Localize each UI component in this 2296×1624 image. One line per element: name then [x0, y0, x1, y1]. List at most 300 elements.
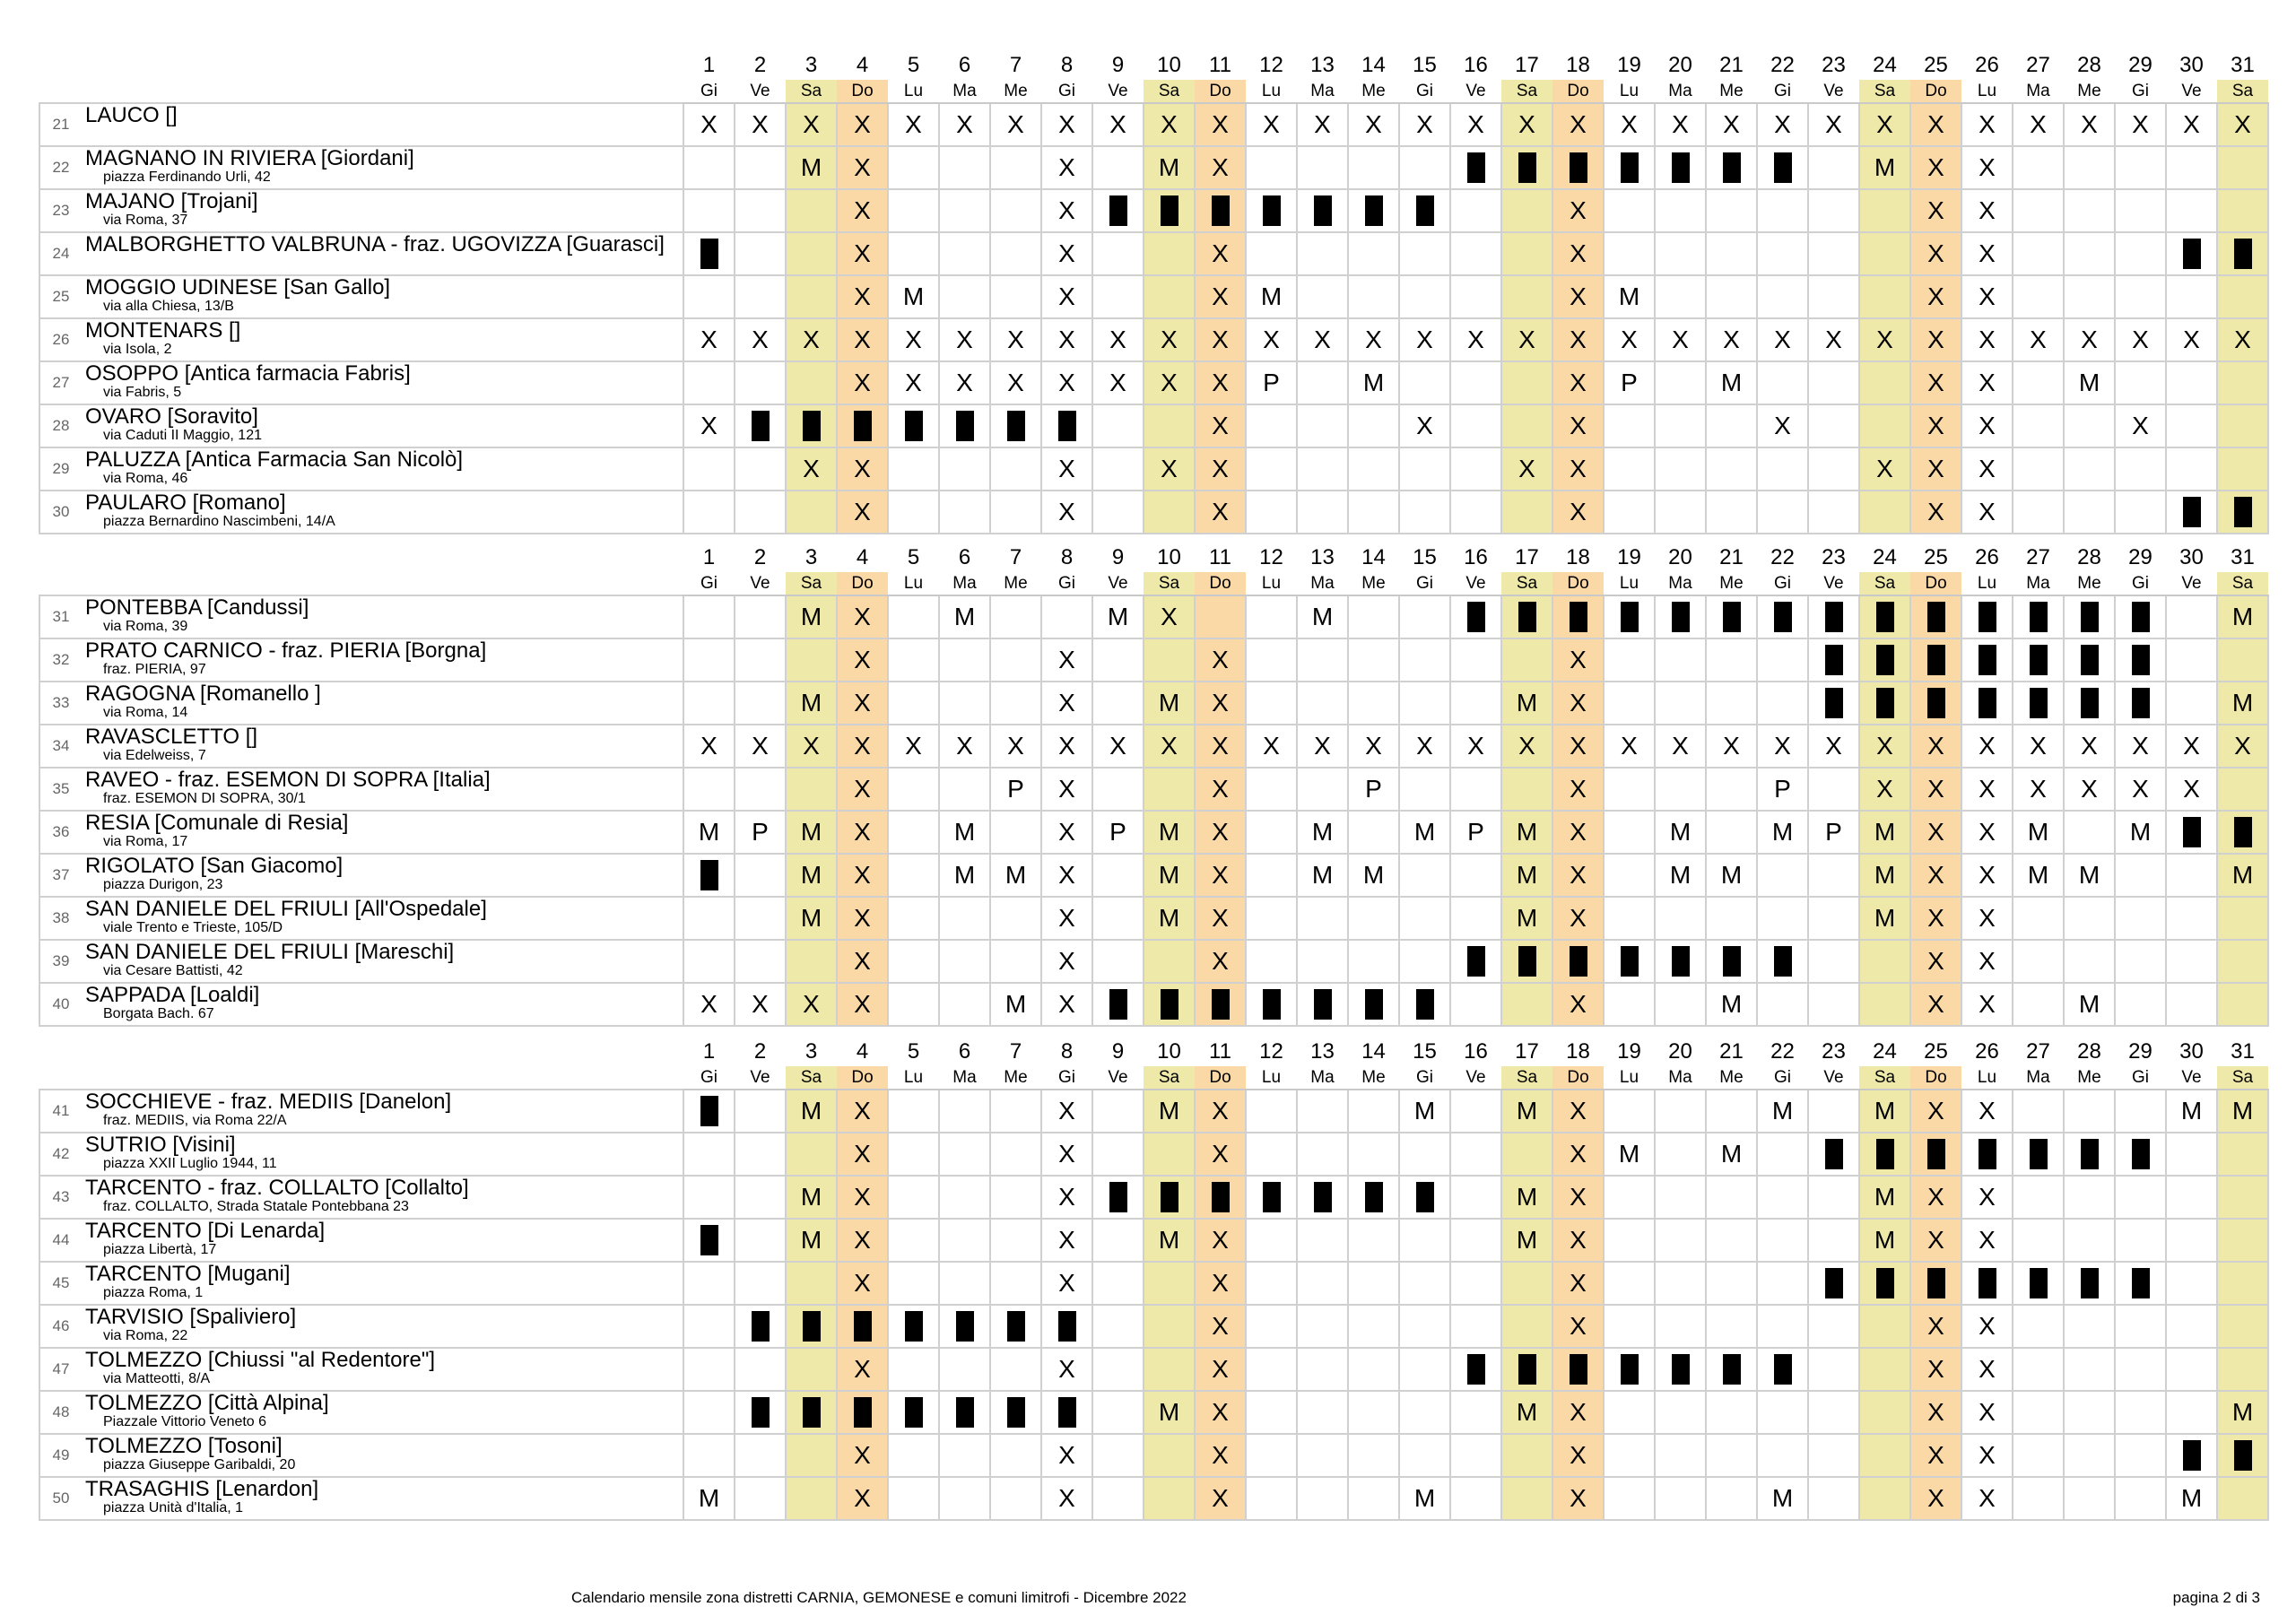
day-cell: X — [1195, 1090, 1246, 1133]
day-cell: X — [1961, 318, 2013, 361]
day-cell — [1501, 940, 1552, 983]
day-cell: M — [2115, 811, 2166, 854]
day-cell — [2064, 811, 2115, 854]
day-cell — [1859, 404, 1910, 447]
closed-block-icon — [803, 1397, 821, 1428]
day-cell — [1501, 768, 1552, 811]
day-cell — [1961, 638, 2013, 682]
row-index: 46 — [39, 1305, 82, 1348]
closed-block-icon — [1876, 1268, 1894, 1298]
day-cell — [786, 1133, 837, 1176]
day-cell: M — [990, 983, 1041, 1026]
day-cell — [1757, 1391, 1808, 1434]
day-cell: X — [1450, 725, 1501, 768]
day-cell — [1501, 189, 1552, 232]
weekday-label: Lu — [1246, 1066, 1297, 1090]
day-cell — [1706, 1477, 1757, 1520]
day-number: 18 — [1566, 1039, 1590, 1064]
day-cell — [2166, 638, 2217, 682]
day-cell — [1450, 1219, 1501, 1262]
closed-block-icon — [1621, 1354, 1639, 1385]
day-cell: X — [1910, 1090, 1961, 1133]
day-cell — [990, 146, 1041, 189]
day-cell — [1757, 940, 1808, 983]
day-cell: X — [1910, 725, 1961, 768]
closed-block-icon — [1161, 989, 1178, 1020]
closed-block-icon — [1570, 602, 1587, 632]
day-cell: X — [1041, 1219, 1092, 1262]
day-cell — [1655, 447, 1706, 491]
weekday-label: Do — [1195, 572, 1246, 595]
closed-block-icon — [2183, 817, 2201, 847]
day-cell: X — [939, 103, 990, 146]
day-cell: X — [1552, 897, 1604, 940]
day-cell: M — [683, 811, 735, 854]
day-cell — [939, 1391, 990, 1434]
day-cell — [1808, 1090, 1859, 1133]
pharmacy-row — [39, 1176, 2268, 1219]
day-cell — [1655, 940, 1706, 983]
pharmacy-address: via Roma, 37 — [103, 213, 188, 228]
day-cell: X — [2115, 318, 2166, 361]
closed-block-icon — [1467, 152, 1485, 183]
day-cell — [1348, 1262, 1399, 1305]
weekday-label: Gi — [683, 1066, 735, 1090]
day-cell — [1246, 897, 1297, 940]
day-cell — [2166, 1348, 2217, 1391]
pharmacy-address: via Cesare Battisti, 42 — [103, 963, 243, 978]
weekday-label: Lu — [1246, 80, 1297, 103]
day-cell — [1757, 1434, 1808, 1477]
day-cell — [1808, 854, 1859, 897]
day-cell: X — [1910, 768, 1961, 811]
day-cell: X — [1041, 103, 1092, 146]
day-cell — [2013, 897, 2064, 940]
pharmacy-address: piazza Unità d'Italia, 1 — [103, 1500, 244, 1515]
closed-block-icon — [1109, 195, 1127, 226]
day-cell — [939, 682, 990, 725]
day-cell: X — [888, 725, 939, 768]
closed-block-icon — [1314, 989, 1332, 1020]
closed-block-icon — [700, 1225, 718, 1255]
day-cell — [939, 1219, 990, 1262]
day-cell: X — [1195, 103, 1246, 146]
day-cell: X — [1092, 318, 1144, 361]
day-cell — [1808, 491, 1859, 534]
pharmacy-address: viale Trento e Trieste, 105/D — [103, 920, 283, 935]
day-cell — [1655, 1262, 1706, 1305]
day-cell — [1859, 1133, 1910, 1176]
day-cell — [2166, 189, 2217, 232]
day-cell — [1092, 275, 1144, 318]
pharmacy-address: piazza Ferdinando Urli, 42 — [103, 169, 271, 185]
day-cell — [1399, 768, 1450, 811]
day-cell — [683, 361, 735, 404]
day-cell: X — [1195, 897, 1246, 940]
day-cell — [1144, 638, 1195, 682]
day-cell — [2013, 1434, 2064, 1477]
day-cell — [1450, 1262, 1501, 1305]
pharmacy-row — [39, 404, 2268, 447]
day-cell: M — [2064, 361, 2115, 404]
day-cell: X — [1195, 361, 1246, 404]
weekday-label: Ve — [2166, 1066, 2217, 1090]
day-cell: X — [735, 103, 786, 146]
pharmacy-name: TARCENTO [Mugani] — [85, 1262, 291, 1286]
day-cell — [1092, 1434, 1144, 1477]
day-cell: X — [1552, 1090, 1604, 1133]
day-cell — [1757, 1176, 1808, 1219]
weekday-label: Gi — [1757, 80, 1808, 103]
weekday-label: Sa — [786, 572, 837, 595]
pharmacy-cell — [82, 940, 683, 983]
day-cell — [735, 447, 786, 491]
weekday-header — [39, 1066, 2268, 1090]
day-cell: X — [1757, 318, 1808, 361]
day-number: 19 — [1617, 545, 1641, 569]
day-cell: X — [1757, 404, 1808, 447]
weekday-label: Do — [1910, 80, 1961, 103]
day-cell — [1246, 189, 1297, 232]
pharmacy-address: via Roma, 17 — [103, 834, 188, 849]
closed-block-icon — [2132, 602, 2150, 632]
day-cell — [1859, 361, 1910, 404]
closed-block-icon — [2132, 1268, 2150, 1298]
day-cell: X — [786, 447, 837, 491]
closed-block-icon — [803, 411, 821, 441]
day-cell — [1297, 404, 1348, 447]
closed-block-icon — [1774, 602, 1792, 632]
day-number: 21 — [1719, 545, 1744, 569]
day-cell — [1961, 1262, 2013, 1305]
day-cell — [1297, 1262, 1348, 1305]
day-cell — [2217, 447, 2268, 491]
day-cell — [1348, 1133, 1399, 1176]
day-cell: X — [1552, 725, 1604, 768]
weekday-label: Ma — [1655, 572, 1706, 595]
pharmacy-name: SUTRIO [Visini] — [85, 1133, 236, 1157]
weekday-label: Lu — [888, 572, 939, 595]
row-index: 29 — [39, 447, 82, 491]
day-cell — [735, 595, 786, 638]
day-cell — [1808, 146, 1859, 189]
day-cell: X — [837, 1477, 888, 1520]
day-cell: X — [837, 1090, 888, 1133]
day-cell — [1297, 1477, 1348, 1520]
pharmacy-cell — [82, 638, 683, 682]
day-cell — [1144, 491, 1195, 534]
closed-block-icon — [1927, 688, 1945, 718]
row-index: 37 — [39, 854, 82, 897]
day-number: 17 — [1515, 1039, 1539, 1064]
closed-block-icon — [1570, 1354, 1587, 1385]
weekday-label: Sa — [786, 1066, 837, 1090]
day-number: 24 — [1873, 53, 1897, 77]
day-number: 18 — [1566, 53, 1590, 77]
day-cell — [1604, 854, 1655, 897]
day-cell — [1910, 595, 1961, 638]
day-cell: M — [1246, 275, 1297, 318]
day-number: 26 — [1975, 1039, 1999, 1064]
day-cell — [2217, 940, 2268, 983]
day-cell — [939, 1305, 990, 1348]
day-cell — [888, 491, 939, 534]
day-cell — [1092, 1477, 1144, 1520]
day-cell — [1501, 1262, 1552, 1305]
day-cell — [1501, 1348, 1552, 1391]
closed-block-icon — [1723, 1354, 1741, 1385]
day-cell — [2115, 232, 2166, 275]
day-cell — [1655, 682, 1706, 725]
day-cell — [939, 897, 990, 940]
pharmacy-cell — [82, 232, 683, 275]
calendar-table — [39, 49, 2269, 534]
day-cell — [1092, 189, 1144, 232]
row-index: 40 — [39, 983, 82, 1026]
day-cell — [1348, 1090, 1399, 1133]
day-cell — [1655, 595, 1706, 638]
day-cell — [1706, 1391, 1757, 1434]
day-cell — [786, 1391, 837, 1434]
day-number: 28 — [2077, 1039, 2101, 1064]
day-cell: X — [786, 983, 837, 1026]
day-cell — [1144, 275, 1195, 318]
day-cell — [1501, 404, 1552, 447]
day-cell: X — [1041, 940, 1092, 983]
day-cell: X — [1144, 447, 1195, 491]
day-cell — [1706, 146, 1757, 189]
day-cell: X — [1552, 275, 1604, 318]
weekday-label: Do — [1910, 572, 1961, 595]
day-cell: X — [1144, 103, 1195, 146]
day-cell — [1501, 638, 1552, 682]
day-cell: X — [1348, 725, 1399, 768]
day-cell: M — [1399, 811, 1450, 854]
day-cell — [990, 940, 1041, 983]
day-cell — [2166, 897, 2217, 940]
day-cell — [1808, 447, 1859, 491]
day-cell — [1859, 682, 1910, 725]
day-number: 8 — [1060, 53, 1074, 77]
day-cell: M — [1655, 854, 1706, 897]
day-cell — [1604, 1434, 1655, 1477]
day-cell — [1706, 1090, 1757, 1133]
weekday-label: Ve — [1092, 80, 1144, 103]
day-cell: X — [888, 318, 939, 361]
closed-block-icon — [700, 860, 718, 890]
day-cell: X — [1041, 189, 1092, 232]
day-cell: M — [1092, 595, 1144, 638]
day-cell — [1092, 1262, 1144, 1305]
day-cell: X — [990, 318, 1041, 361]
closed-block-icon — [1876, 688, 1894, 718]
day-cell — [2166, 682, 2217, 725]
day-cell — [1757, 1305, 1808, 1348]
day-cell — [2013, 940, 2064, 983]
weekday-label: Sa — [1501, 80, 1552, 103]
day-cell — [2166, 811, 2217, 854]
day-cell — [683, 1262, 735, 1305]
day-cell: X — [1399, 725, 1450, 768]
day-cell — [1297, 1219, 1348, 1262]
pharmacy-row — [39, 361, 2268, 404]
day-cell — [1399, 1391, 1450, 1434]
pharmacy-name: TOLMEZZO [Chiussi "al Redentore"] — [85, 1348, 436, 1372]
closed-block-icon — [1825, 1139, 1843, 1169]
weekday-label: Me — [1706, 1066, 1757, 1090]
day-cell: X — [1808, 318, 1859, 361]
day-cell: M — [1501, 897, 1552, 940]
day-cell: X — [1041, 1262, 1092, 1305]
day-cell — [1144, 940, 1195, 983]
day-cell: X — [1399, 318, 1450, 361]
weekday-label: Lu — [1604, 80, 1655, 103]
day-cell: X — [1910, 1477, 1961, 1520]
day-cell: X — [1961, 491, 2013, 534]
pharmacy-address: fraz. MEDIIS, via Roma 22/A — [103, 1113, 287, 1128]
weekday-label: Sa — [2217, 572, 2268, 595]
day-cell — [1246, 1477, 1297, 1520]
day-cell — [1604, 983, 1655, 1026]
day-cell — [1910, 682, 1961, 725]
day-cell: M — [1501, 811, 1552, 854]
day-number: 2 — [753, 53, 767, 77]
closed-block-icon — [1570, 946, 1587, 977]
day-number: 22 — [1770, 1039, 1795, 1064]
day-cell — [1808, 275, 1859, 318]
closed-block-icon — [1979, 645, 1996, 675]
day-cell: M — [786, 682, 837, 725]
day-cell — [2064, 682, 2115, 725]
day-cell: X — [1910, 811, 1961, 854]
day-cell — [1604, 1219, 1655, 1262]
day-cell: X — [939, 318, 990, 361]
day-cell — [1808, 595, 1859, 638]
day-cell — [1399, 638, 1450, 682]
day-cell: X — [1041, 897, 1092, 940]
day-cell — [990, 1090, 1041, 1133]
pharmacy-address: via Roma, 39 — [103, 619, 188, 634]
day-cell: X — [1961, 404, 2013, 447]
day-cell: X — [1552, 811, 1604, 854]
day-cell — [1706, 404, 1757, 447]
day-cell — [1092, 1090, 1144, 1133]
day-cell — [683, 1391, 735, 1434]
day-cell: X — [990, 103, 1041, 146]
weekday-label: Gi — [1399, 1066, 1450, 1090]
day-cell: X — [1910, 404, 1961, 447]
pharmacy-name: OSOPPO [Antica farmacia Fabris] — [85, 361, 411, 386]
row-index: 34 — [39, 725, 82, 768]
pharmacy-name: OVARO [Soravito] — [85, 404, 258, 429]
weekday-label: Ve — [735, 1066, 786, 1090]
day-cell: M — [1399, 1090, 1450, 1133]
page-number: pagina 2 di 3 — [2172, 1589, 2260, 1606]
day-cell: M — [1501, 682, 1552, 725]
row-index: 48 — [39, 1391, 82, 1434]
pharmacy-cell — [82, 768, 683, 811]
weekday-label: Me — [1348, 80, 1399, 103]
day-cell — [1655, 189, 1706, 232]
day-cell — [1757, 682, 1808, 725]
row-index: 32 — [39, 638, 82, 682]
day-cell: X — [1552, 1262, 1604, 1305]
day-cell: X — [2217, 318, 2268, 361]
day-cell: M — [939, 854, 990, 897]
day-cell: X — [1195, 232, 1246, 275]
day-cell — [735, 897, 786, 940]
closed-block-icon — [1161, 195, 1178, 226]
day-cell — [2217, 1219, 2268, 1262]
day-cell — [683, 491, 735, 534]
day-cell — [939, 940, 990, 983]
day-cell — [786, 491, 837, 534]
day-cell: X — [786, 103, 837, 146]
day-cell: X — [837, 725, 888, 768]
row-index: 49 — [39, 1434, 82, 1477]
closed-block-icon — [1723, 602, 1741, 632]
day-cell — [1092, 1176, 1144, 1219]
day-number: 9 — [1111, 1039, 1125, 1064]
pharmacy-row — [39, 940, 2268, 983]
pharmacy-row — [39, 1262, 2268, 1305]
pharmacy-name: RIGOLATO [San Giacomo] — [85, 854, 344, 878]
day-cell — [888, 940, 939, 983]
weekday-label: Lu — [888, 80, 939, 103]
closed-block-icon — [1825, 645, 1843, 675]
day-cell — [1297, 682, 1348, 725]
day-number: 26 — [1975, 545, 1999, 569]
closed-block-icon — [956, 1311, 974, 1342]
day-cell: X — [1961, 983, 2013, 1026]
day-number: 1 — [702, 53, 716, 77]
day-cell — [888, 1133, 939, 1176]
closed-block-icon — [1365, 989, 1383, 1020]
day-cell — [1297, 232, 1348, 275]
day-cell: X — [1961, 189, 2013, 232]
day-cell: M — [1297, 595, 1348, 638]
day-cell — [939, 1133, 990, 1176]
closed-block-icon — [1825, 1268, 1843, 1298]
day-cell — [2013, 361, 2064, 404]
day-cell: X — [1808, 103, 1859, 146]
day-cell: M — [1144, 811, 1195, 854]
closed-block-icon — [2030, 1268, 2048, 1298]
day-cell — [1144, 1434, 1195, 1477]
day-cell — [786, 1305, 837, 1348]
day-cell — [990, 189, 1041, 232]
day-cell: X — [1092, 361, 1144, 404]
day-cell: M — [1501, 1391, 1552, 1434]
day-cell — [1450, 1133, 1501, 1176]
day-cell — [939, 146, 990, 189]
day-cell — [1706, 447, 1757, 491]
row-index: 47 — [39, 1348, 82, 1391]
day-cell: X — [1246, 103, 1297, 146]
day-cell — [2064, 491, 2115, 534]
day-cell — [888, 1434, 939, 1477]
day-cell — [1655, 768, 1706, 811]
pharmacy-row — [39, 1133, 2268, 1176]
closed-block-icon — [2081, 688, 2099, 718]
day-cell — [1144, 1348, 1195, 1391]
day-number: 25 — [1924, 545, 1948, 569]
day-cell — [1859, 983, 1910, 1026]
row-index: 33 — [39, 682, 82, 725]
day-cell — [1552, 1348, 1604, 1391]
day-cell: X — [1961, 447, 2013, 491]
day-number: 23 — [1822, 545, 1846, 569]
